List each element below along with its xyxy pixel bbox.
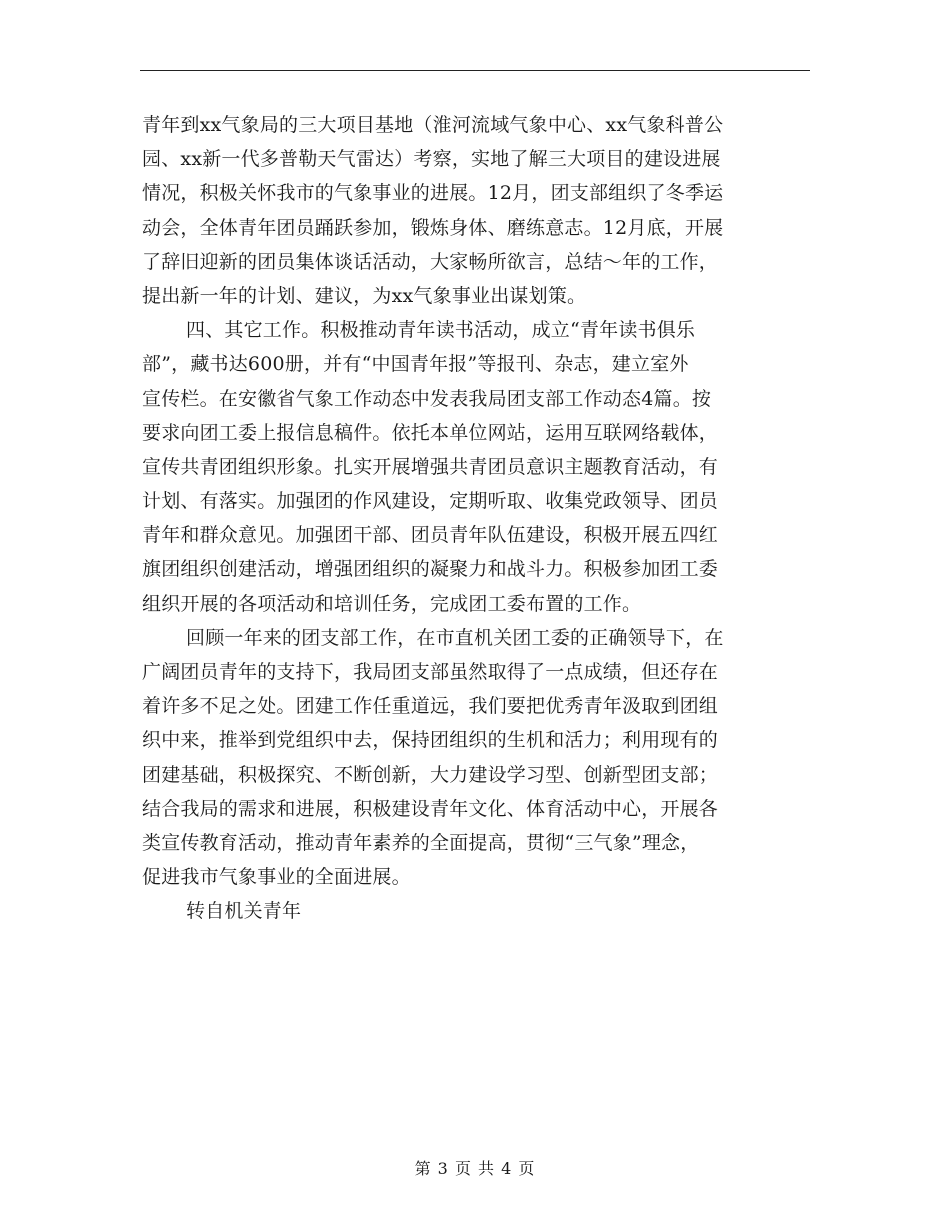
text-line: 要求向团工委上报信息稿件。依托本单位网站，运用互联网络载体， — [142, 421, 719, 444]
page-footer — [0, 1156, 950, 1179]
text-line: 着许多不足之处。团建工作任重道远，我们要把优秀青年汲取到团组 — [142, 695, 719, 718]
paragraph-start-line: 四、其它工作。积极推动青年读书活动，成立“青年读书俱乐 — [186, 319, 696, 342]
text-line: 宣传共青团组织形象。扎实开展增强共青团员意识主题教育活动，有 — [142, 455, 719, 478]
text-line: 广阔团员青年的支持下，我局团支部虽然取得了一点成绩，但还存在 — [142, 661, 719, 683]
text-line: 情况，积极关怀我市的气象事业的进展。12月，团支部组织了冬季运 — [142, 182, 724, 205]
text-line: 部”，藏书达600册，并有“中国青年报”等报刊、杂志，建立室外 — [142, 353, 689, 376]
source-note: 转自机关青年 — [186, 900, 302, 923]
document-body — [142, 108, 810, 929]
text-line: 了辞旧迎新的团员集体谈话活动，大家畅所欲言，总结～年的工作， — [142, 250, 719, 273]
text-line: 动会，全体青年团员踊跃参加，锻炼身体、磨练意志。12月底，开展 — [142, 216, 724, 239]
header-rule — [140, 70, 810, 71]
text-line: 提出新一年的计划、建议，为xx气象事业出谋划策。 — [142, 284, 587, 307]
text-line: 类宣传教育活动，推动青年素养的全面提高，贯彻“三气象”理念， — [142, 831, 700, 854]
text-line: 团建基础，积极探究、不断创新，大力建设学习型、创新型团支部； — [142, 763, 719, 786]
text-line: 旗团组织创建活动，增强团组织的凝聚力和战斗力。积极参加团工委 — [142, 558, 719, 581]
text-line: 青年到xx气象局的三大项目基地（淮河流域气象中心、xx气象科普公 — [142, 114, 724, 136]
text-line: 宣传栏。在安徽省气象工作动态中发表我局团支部工作动态4篇。按 — [142, 387, 712, 410]
paragraph-start-line: 回顾一年来的团支部工作，在市直机关团工委的正确领导下，在 — [186, 626, 724, 649]
page-number-label: 第 3 页 共 4 页 — [414, 1159, 536, 1178]
text-line: 青年和群众意见。加强团干部、团员青年队伍建设，积极开展五四红 — [142, 524, 719, 547]
text-line: 结合我局的需求和进展，积极建设青年文化、体育活动中心，开展各 — [142, 797, 719, 820]
text-line: 织中来，推举到党组织中去，保持团组织的生机和活力；利用现有的 — [142, 729, 719, 752]
text-line: 组织开展的各项活动和培训任务，完成团工委布置的工作。 — [142, 592, 642, 615]
text-line: 计划、有落实。加强团的作风建设，定期听取、收集党政领导、团员 — [142, 490, 719, 513]
text-line: 促进我市气象事业的全面进展。 — [142, 866, 411, 889]
text-line: 园、xx新一代多普勒天气雷达）考察，实地了解三大项目的建设进展 — [142, 148, 721, 171]
